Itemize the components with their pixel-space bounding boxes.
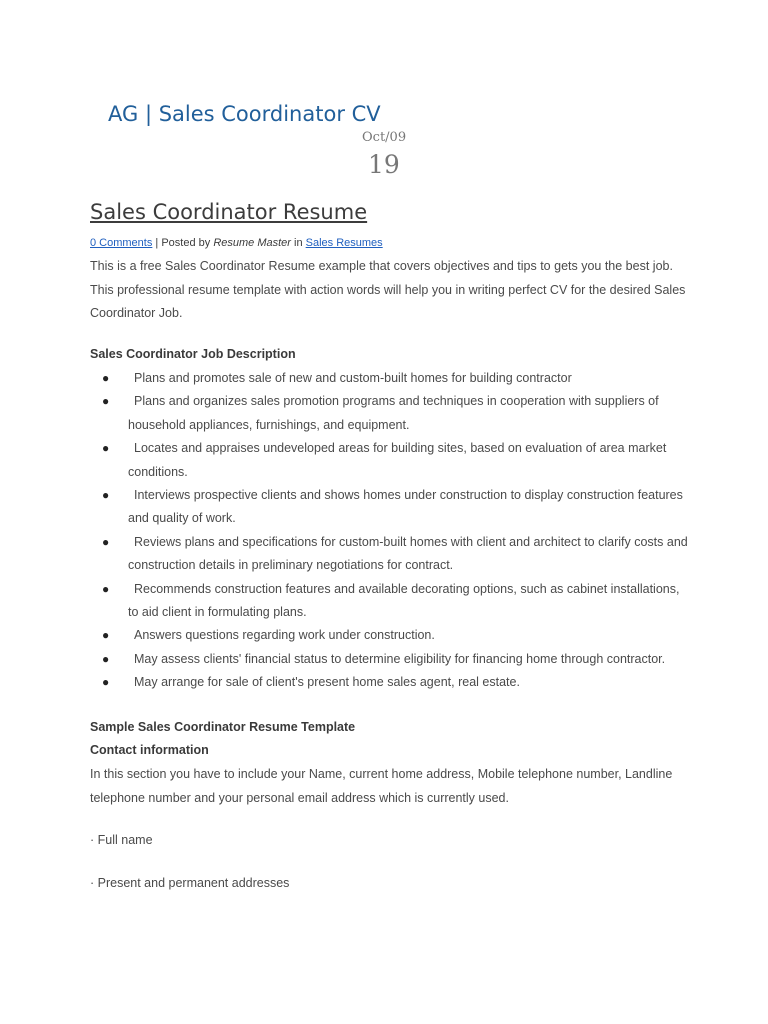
list-item: ● Plans and promotes sale of new and custom-built homes for building contractor: [90, 367, 690, 390]
bullet-icon: ●: [102, 628, 110, 643]
bullet-icon: ●: [102, 441, 110, 456]
post-meta: [90, 237, 383, 249]
contact-paragraph: In this section you have to include your Name, current home address, Mobile telephone number, Landline telephone number and your personal email address which is currently used.: [90, 767, 673, 805]
list-item: ● Interviews prospective clients and shows homes under construction to display construction features and quality of work.: [90, 484, 690, 531]
blog-title[interactable]: AG | Sales Coordinator CV: [108, 102, 381, 126]
contact-item-addresses: · Present and permanent addresses: [90, 876, 290, 890]
bullet-icon: ●: [102, 488, 110, 503]
bullet-icon: ●: [102, 581, 110, 596]
intro-paragraph: This is a free Sales Coordinator Resume example that covers objectives and tips to gets you the best job. This professional resume template with action words will help you in writing perfect CV for the desired Sales Coordinator Job.: [90, 259, 686, 320]
bullet-icon: ●: [102, 651, 110, 666]
duties-list: [90, 367, 690, 695]
post-author: Resume Master: [213, 237, 291, 249]
job-description-heading: Sales Coordinator Job Description: [90, 347, 296, 361]
post-date-day: 19: [368, 150, 400, 179]
contact-item-full-name: · Full name: [90, 833, 153, 847]
contact-heading: Contact information: [90, 743, 209, 757]
bullet-icon: ●: [102, 394, 110, 409]
category-link[interactable]: Sales Resumes: [305, 237, 383, 249]
list-item: ● Recommends construction features and available decorating options, such as cabinet installations, to aid client in formulating plans.: [90, 578, 690, 625]
list-item: ● Plans and organizes sales promotion programs and techniques in cooperation with suppliers of household appliances, furnishings, and equipment.: [90, 390, 690, 437]
bullet-icon: ●: [102, 534, 110, 549]
post-title[interactable]: Sales Coordinator Resume: [90, 200, 368, 224]
list-item: ● May arrange for sale of client's present home sales agent, real estate.: [90, 671, 690, 694]
in-label: in: [290, 237, 306, 249]
list-item: ● Answers questions regarding work under construction.: [90, 624, 690, 647]
template-heading: Sample Sales Coordinator Resume Template: [90, 720, 356, 734]
post-date-month: Oct/09: [362, 130, 407, 145]
posted-by-label: | Posted by: [152, 237, 214, 249]
list-item: ● Locates and appraises undeveloped areas for building sites, based on evaluation of area market conditions.: [90, 437, 690, 484]
comments-link[interactable]: 0 Comments: [90, 237, 153, 249]
list-item: ● Reviews plans and specifications for custom-built homes with client and architect to clarify costs and construction details in preliminary negotiations for contract.: [90, 531, 690, 578]
list-item: ● May assess clients' financial status to determine eligibility for financing home through contractor.: [90, 648, 690, 671]
bullet-icon: ●: [102, 371, 110, 385]
bullet-icon: ●: [102, 675, 110, 690]
